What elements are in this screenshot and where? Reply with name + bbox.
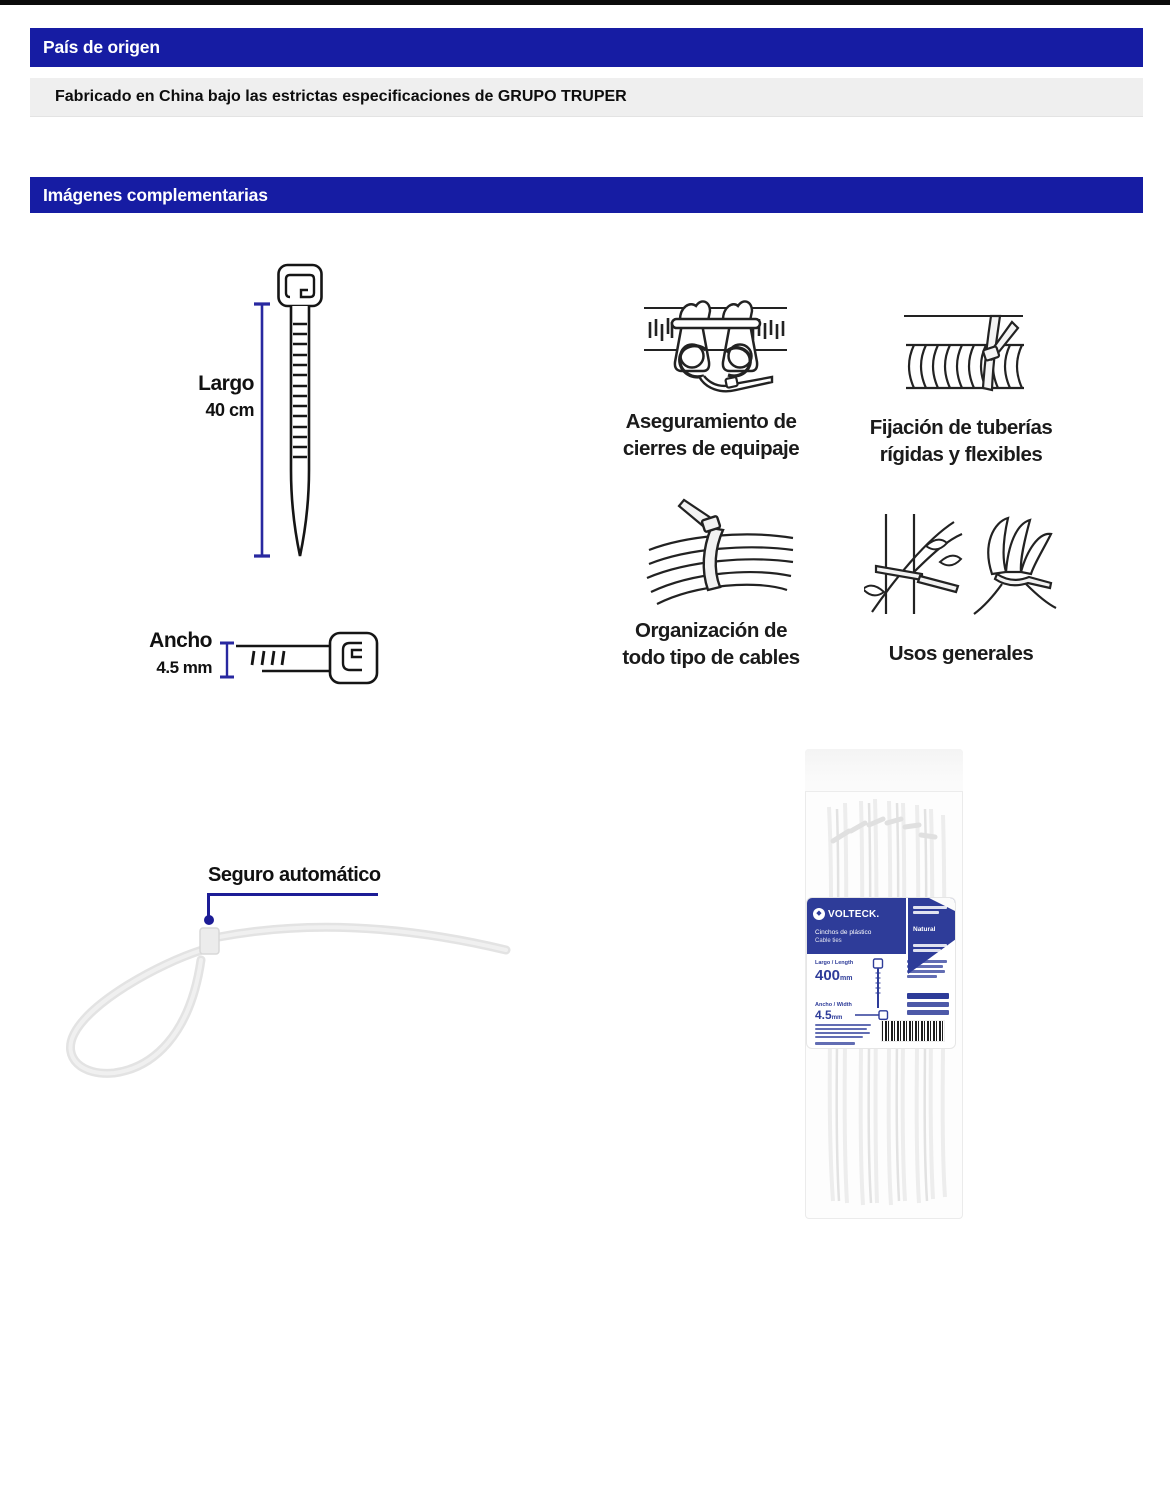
use-caption-pipes: Fijación de tuberías rígidas y flexibles	[869, 416, 1053, 466]
brand-diamond-icon: ◆	[813, 908, 825, 920]
section-header-origin	[30, 28, 1143, 67]
origin-info-box	[30, 78, 1143, 117]
pipes-icon	[896, 300, 1030, 402]
label-badge	[907, 993, 949, 999]
origin-text: Fabricado en China bajo las estrictas especificaciones de GRUPO TRUPER	[55, 88, 627, 105]
mini-tie-vertical-icon	[869, 958, 885, 1010]
fine-print-bar	[907, 965, 943, 968]
length-label: Largo	[198, 372, 254, 395]
fine-print-bar	[913, 906, 947, 909]
product-name-en: Cable ties	[815, 938, 842, 944]
label-blue-panel	[807, 898, 906, 954]
cable-tie-side-diagram	[234, 626, 384, 688]
fine-print-bar	[907, 975, 937, 978]
use-caption-luggage: Aseguramiento de cierres de equipaje	[622, 410, 800, 460]
fine-print-bar	[815, 1042, 855, 1045]
pack-length-label: Largo / Length	[815, 960, 854, 966]
product-name-es: Cinchos de plástico	[815, 929, 872, 936]
luggage-zipper-icon	[638, 294, 793, 402]
section-title: País de origen	[43, 37, 160, 57]
brand-name: VOLTECK.	[828, 908, 880, 920]
mini-tie-horizontal-icon	[853, 1010, 889, 1020]
fine-print-bar	[815, 1036, 863, 1038]
width-value: 4.5 mm	[156, 658, 212, 677]
fine-print-bar	[907, 960, 947, 963]
fine-print-bar	[913, 944, 947, 947]
package-label	[807, 898, 955, 1048]
pack-width-label: Ancho / Width	[815, 1002, 852, 1008]
use-caption-cables: Organización de todo tipo de cables	[622, 619, 800, 669]
top-divider	[0, 0, 1170, 5]
barcode	[881, 1020, 945, 1042]
length-dimension-line	[252, 300, 272, 560]
finish-name: Natural	[913, 926, 936, 933]
bag-fold	[805, 749, 963, 792]
general-uses-icon	[864, 510, 1060, 620]
brand-logo	[813, 908, 879, 920]
fine-print-bar	[913, 949, 941, 952]
cable-tie-head	[200, 928, 219, 954]
fine-print-bar	[907, 970, 945, 973]
width-label: Ancho	[149, 629, 212, 652]
fine-print-bar	[913, 911, 939, 914]
cable-tie-vertical-diagram	[270, 260, 330, 572]
label-blue-right-panel	[908, 898, 955, 974]
length-value: 40 cm	[205, 400, 254, 420]
cables-icon	[645, 498, 797, 614]
fine-print-bar	[815, 1024, 871, 1026]
package-photo	[797, 747, 969, 1223]
fine-print-bar	[815, 1028, 867, 1030]
cable-tie-photo	[48, 916, 513, 1091]
label-badge	[907, 1002, 949, 1007]
section-header-complementary-images	[30, 177, 1143, 213]
label-badge	[907, 1010, 949, 1015]
pack-width-value: 4.5mm	[815, 1008, 843, 1022]
leader-line-horizontal	[207, 893, 378, 896]
auto-lock-label: Seguro automático	[208, 864, 381, 886]
section-title: Imágenes complementarias	[43, 184, 268, 205]
use-caption-general: Usos generales	[888, 642, 1034, 665]
fine-print-bar	[815, 1032, 870, 1034]
pack-length-value: 400mm	[815, 967, 853, 984]
